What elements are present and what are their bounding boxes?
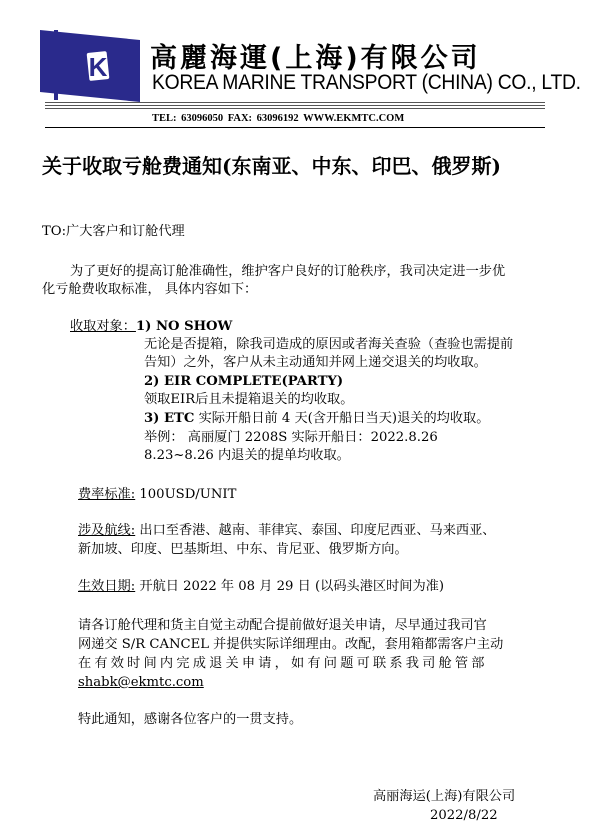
kmtc-logo (40, 30, 140, 102)
charge-object-row (70, 317, 232, 336)
example-line-1: 举例： 高丽厦门 2208S 实际开船日：2022.8.26 (144, 430, 438, 445)
rate-label: 费率标准: (78, 487, 136, 502)
routes-line-2: 新加坡、印度、巴基斯坦、中东、肯尼亚、俄罗斯方向。 (78, 542, 408, 557)
routes-row (78, 521, 495, 540)
item1-line-1: 无论是否提箱，除我司造成的原因或者海关查验（查验也需提前 (144, 337, 514, 352)
routes-line-1: 出口至香港、越南、菲律宾、泰国、印度尼西亚、马来西亚、 (135, 523, 496, 538)
item1-title: 1) NO SHOW (135, 319, 233, 334)
closing-text: 特此通知，感谢各位客户的一贯支持。 (78, 712, 303, 727)
request-line-3: 在有效时间内完成退关申请，如有问题可联系我司舱管部 (78, 656, 488, 671)
rate-value: 100USD/UNIT (135, 487, 237, 502)
item3-text: 实际开船日前 4 天(含开船日当天)退关的均收取。 (194, 411, 490, 426)
intro-line-2: 化亏舱费收取标准， 具体内容如下： (42, 282, 258, 297)
header-rule (45, 102, 545, 103)
header-rule (45, 108, 545, 109)
email-link[interactable]: shabk@ekmtc.com (78, 675, 204, 690)
routes-label: 涉及航线: (78, 523, 136, 538)
effective-row (78, 577, 444, 596)
charge-object-label: 收取对象： (70, 319, 136, 334)
example-line-2: 8.23~8.26 内退关的提单均收取。 (144, 448, 350, 463)
request-line-1: 请各订舱代理和货主自觉主动配合提前做好退关申请，尽早通过我司官 (78, 618, 487, 633)
item2-line-1: 领取EIR后且未提箱退关的均收取。 (144, 392, 354, 407)
item3-title: 3) ETC (144, 411, 195, 426)
request-line-2: 网递交 S/R CANCEL 并提供实际详细理由。改配，套用箱都需客户主动 (78, 637, 504, 652)
contact-line: TEL: 63096050 FAX: 63096192 WWW.EKMTC.COM (152, 113, 405, 124)
item3-row (144, 409, 489, 428)
header-bottom-rule (45, 127, 545, 128)
item1-line-2: 告知）之外，客户从未主动通知并网上递交退关的均收取。 (144, 355, 487, 370)
intro-line-1: 为了更好的提高订舱准确性，维护客户良好的订舱秩序，我司决定进一步优 (70, 264, 506, 279)
signature-date: 2022/8/22 (430, 808, 498, 823)
email-row (78, 673, 204, 692)
effective-label: 生效日期: (78, 579, 136, 594)
effective-value: 开航日 2022 年 08 月 29 日 (以码头港区时间为准) (135, 579, 444, 594)
addressee: TO:广大客户和订舱代理 (42, 224, 185, 239)
signature-company: 高丽海运(上海)有限公司 (373, 789, 516, 804)
company-name-en: KOREA MARINE TRANSPORT (CHINA) CO., LTD. (152, 71, 581, 94)
header-rule (45, 105, 545, 106)
company-name-cn: 高麗海運(上海)有限公司 (150, 43, 481, 74)
logo-letter: K (88, 52, 108, 82)
notice-title: 关于收取亏舱费通知(东南亚、中东、印巴、俄罗斯) (42, 154, 501, 178)
item2-title: 2) EIR COMPLETE(PARTY) (144, 374, 344, 389)
rate-row (78, 485, 236, 504)
